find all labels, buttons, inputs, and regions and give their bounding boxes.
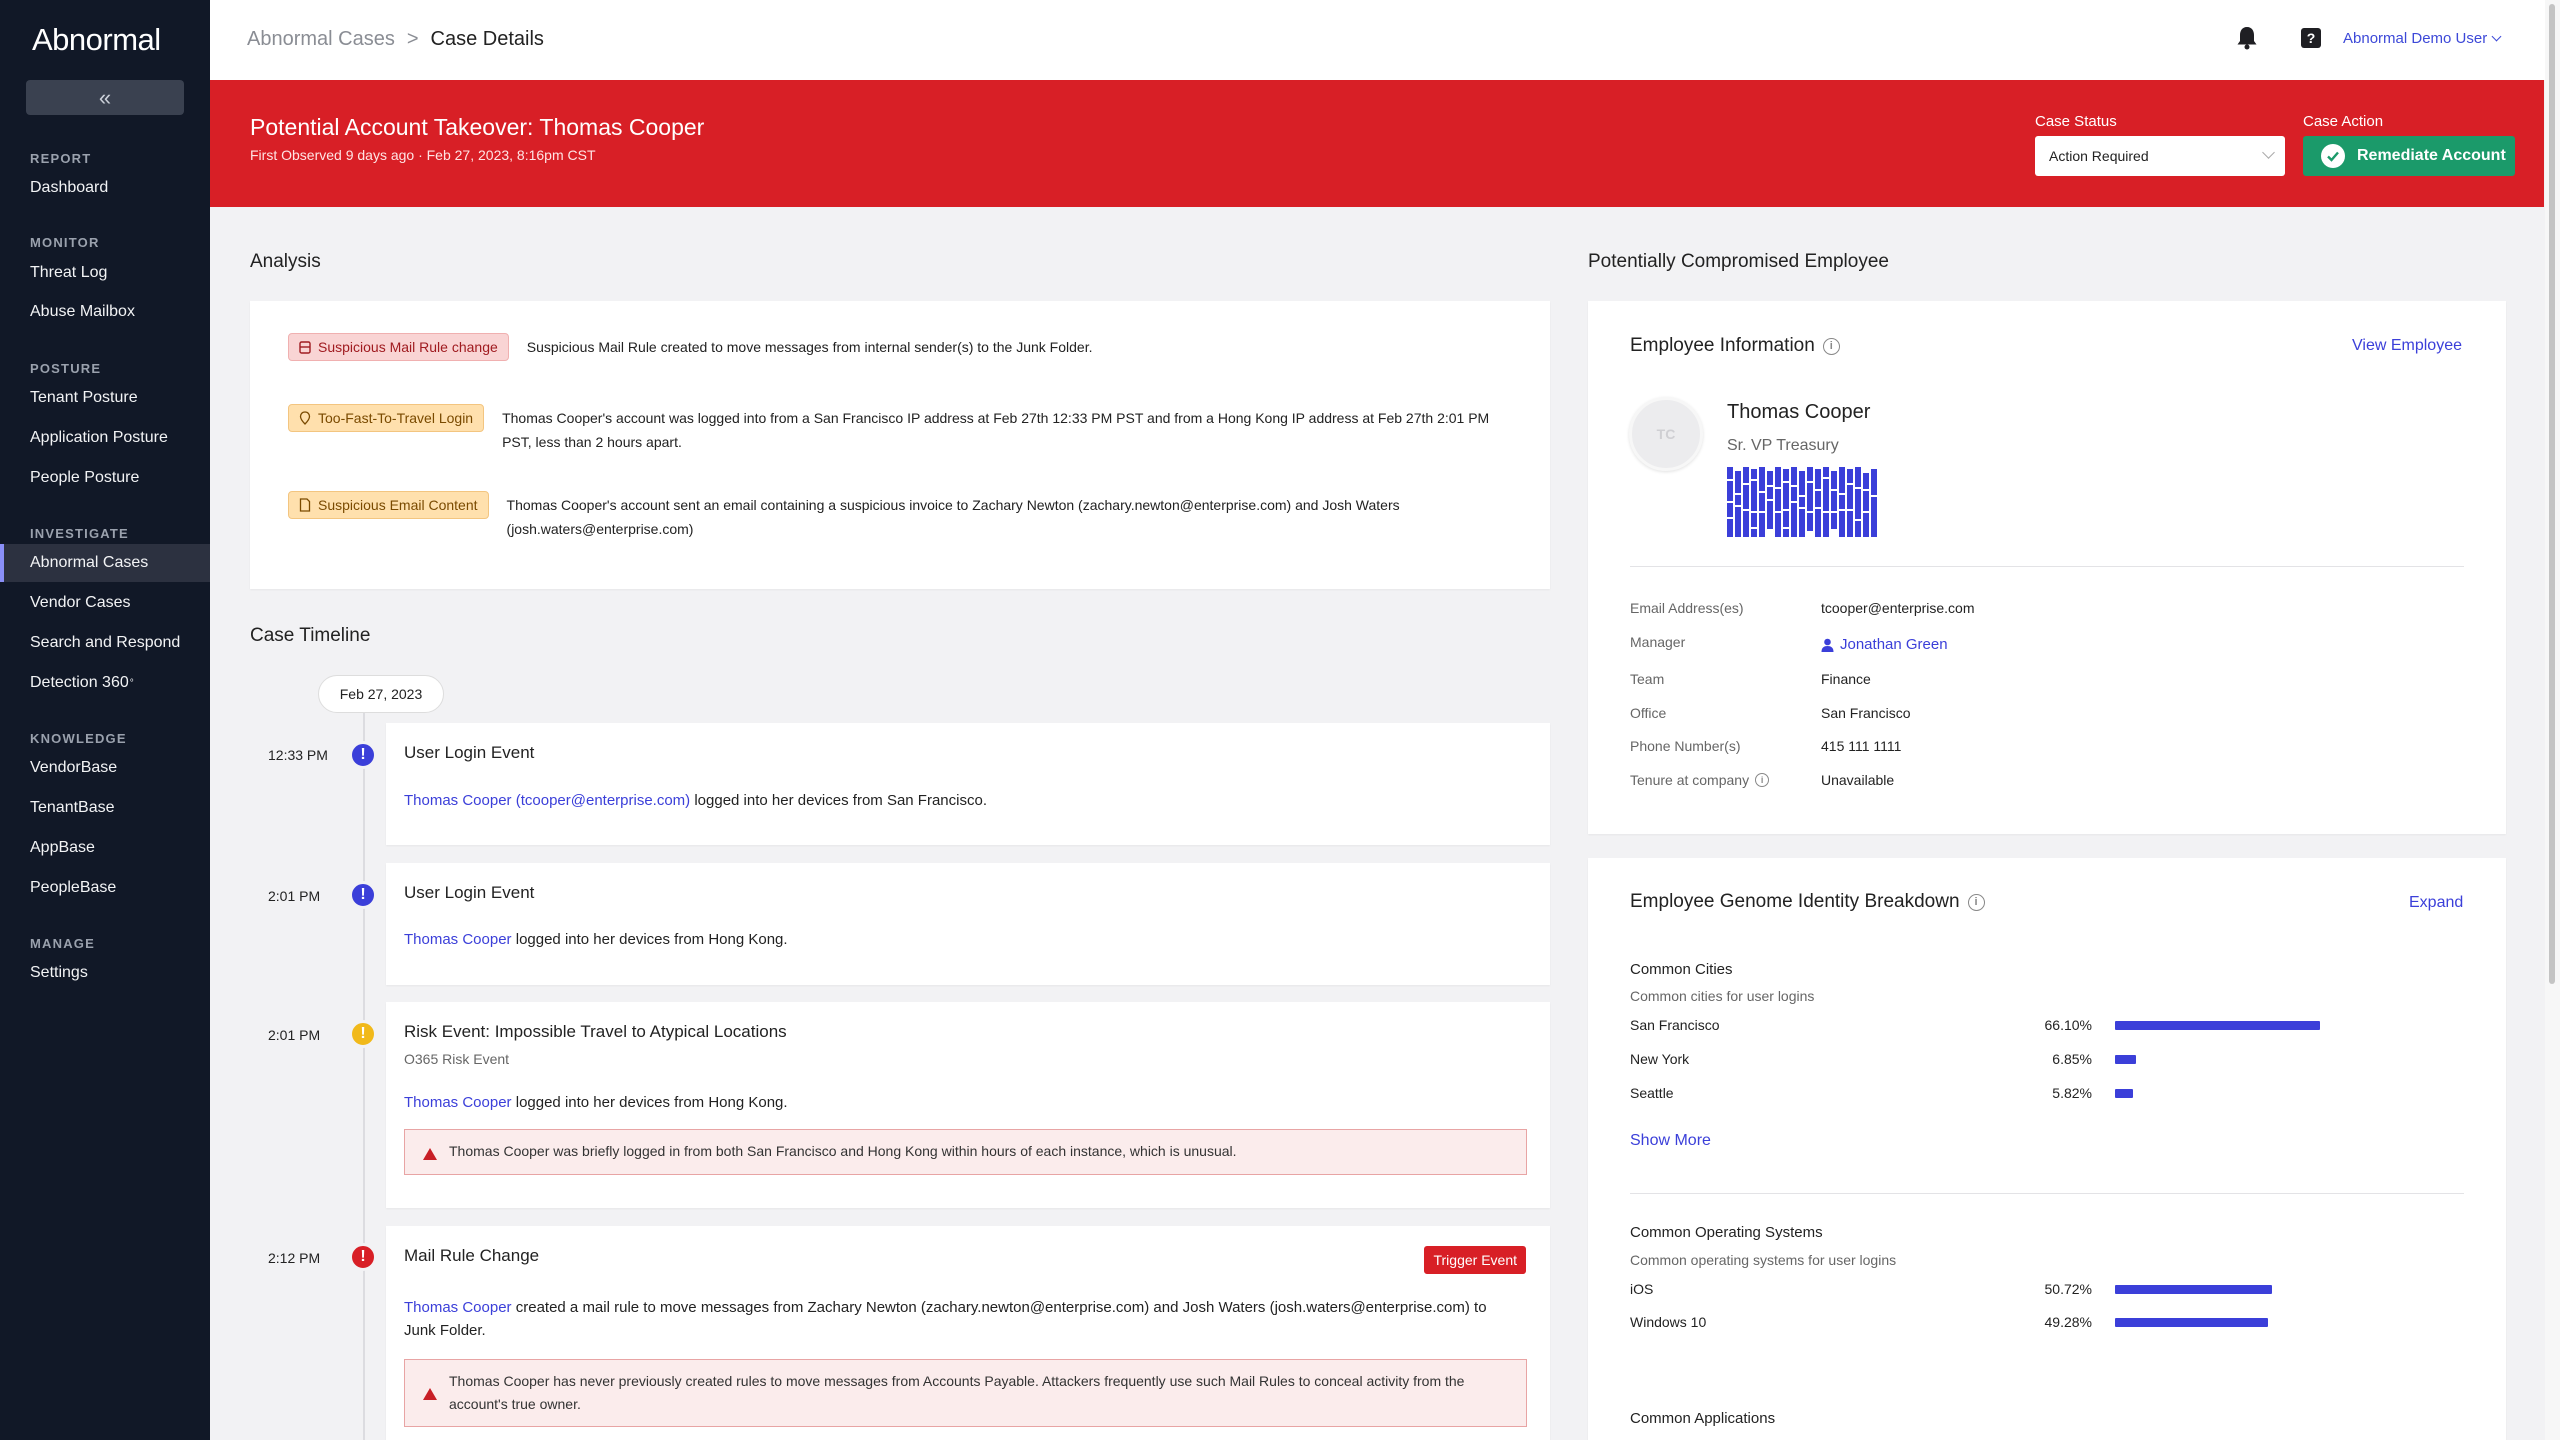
employee-office: San Francisco (1821, 705, 1911, 721)
event-time: 2:12 PM (268, 1250, 321, 1266)
case-action-label: Case Action (2303, 113, 2384, 130)
genome-title-label: Employee Genome Identity Breakdown (1630, 891, 1960, 912)
common-applications-title: Common Applications (1630, 1410, 1776, 1427)
employee-link[interactable]: Thomas Cooper (404, 931, 512, 948)
sidebar-item-tenant-posture[interactable]: Tenant Posture (30, 389, 138, 406)
employee-information-title (1630, 335, 1840, 357)
analysis-heading: Analysis (250, 251, 321, 272)
compromised-employee-heading: Potentially Compromised Employee (1588, 251, 1889, 272)
chevron-right-icon: > (406, 28, 419, 50)
document-icon (299, 498, 311, 512)
event-text (404, 1296, 1504, 1342)
event-title: Risk Event: Impossible Travel to Atypical Locations (404, 1022, 787, 1041)
case-status-value: Action Required (2049, 148, 2149, 164)
sidebar-item-people-posture[interactable]: People Posture (30, 469, 140, 486)
breakdown-bar (2115, 1089, 2133, 1098)
employee-role: Sr. VP Treasury (1727, 437, 1839, 454)
tenure-label-row (1630, 772, 1769, 788)
user-menu[interactable] (2343, 30, 2500, 47)
event-description: logged into her devices from Hong Kong. (511, 931, 788, 948)
breakdown-percent: 50.72% (2044, 1281, 2092, 1297)
timeline-line (363, 713, 365, 1440)
analysis-row (288, 333, 1508, 361)
breadcrumb-case-details: Case Details (430, 28, 544, 50)
genome-title (1630, 891, 1985, 913)
common-os-subtitle: Common operating systems for user logins (1630, 1252, 1897, 1268)
breakdown-label: iOS (1630, 1281, 1654, 1297)
analysis-text: Thomas Cooper's account sent an email containing a suspicious invoice to Zachary Newton (zachary.newton@enterprise.com) and Josh Waters (josh.waters@enterprise.com) (506, 497, 1400, 537)
employee-tenure: Unavailable (1821, 772, 1895, 788)
sidebar-item-abuse-mailbox[interactable]: Abuse Mailbox (30, 303, 135, 320)
double-chevron-left-icon: « (98, 84, 112, 110)
employee-name: Thomas Cooper (1727, 401, 1871, 423)
case-title: Potential Account Takeover: Thomas Cooper (250, 114, 705, 140)
person-icon (1821, 638, 1834, 652)
event-warning-box (404, 1129, 1527, 1175)
event-text (404, 789, 987, 812)
employee-phone: 415 111 1111 (1821, 738, 1902, 754)
event-text (404, 1091, 788, 1114)
breakdown-label: Seattle (1630, 1085, 1674, 1101)
nav-section-monitor: MONITOR (30, 235, 100, 250)
sidebar-item-settings[interactable]: Settings (30, 964, 88, 981)
divider (1630, 1193, 2464, 1194)
detection-360-label: Detection 360 (30, 674, 129, 691)
employee-email: tcooper@enterprise.com (1821, 600, 1975, 616)
detection-360-sup: ° (129, 677, 134, 689)
suspicious-mail-rule-tag[interactable] (288, 333, 509, 361)
breakdown-label: Windows 10 (1630, 1314, 1707, 1330)
analysis-row (288, 491, 1508, 541)
manager-name: Jonathan Green (1840, 636, 1948, 653)
nav-section-investigate: INVESTIGATE (30, 526, 129, 541)
breadcrumb-abnormal-cases[interactable]: Abnormal Cases (247, 28, 395, 50)
event-time: 12:33 PM (268, 747, 328, 763)
breakdown-percent: 49.28% (2044, 1314, 2092, 1330)
info-alert-icon: ! (349, 881, 377, 909)
show-more-link[interactable]: Show More (1630, 1132, 1711, 1149)
employee-link[interactable]: Thomas Cooper (404, 1094, 512, 1111)
breakdown-percent: 66.10% (2044, 1017, 2092, 1033)
timeline-date-pill: Feb 27, 2023 (318, 675, 444, 713)
breakdown-bar (2115, 1021, 2320, 1030)
bell-icon[interactable] (2236, 26, 2258, 50)
field-label: Tenure at company (1630, 772, 1750, 788)
event-title: User Login Event (404, 743, 535, 762)
breakdown-bar (2115, 1318, 2268, 1327)
event-time: 2:01 PM (268, 888, 321, 904)
case-status-select[interactable] (2035, 136, 2285, 176)
breakdown-label: San Francisco (1630, 1017, 1720, 1033)
tag-label: Too-Fast-To-Travel Login (318, 410, 474, 426)
timeline-event-card (386, 863, 1550, 985)
breakdown-bar (2115, 1285, 2272, 1294)
breakdown-percent: 6.85% (2052, 1051, 2092, 1067)
sidebar-item-vendor-cases[interactable]: Vendor Cases (30, 594, 131, 611)
timeline-event-card (386, 1226, 1550, 1440)
sidebar-item-threat-log[interactable]: Threat Log (30, 264, 108, 281)
employee-link[interactable]: Thomas Cooper (404, 1299, 512, 1316)
mailbox-icon (299, 341, 311, 354)
warning-triangle-icon (423, 1388, 437, 1400)
nav-section-manage: MANAGE (30, 936, 95, 951)
sidebar-item-abnormal-cases[interactable]: Abnormal Cases (0, 544, 210, 582)
analysis-text: Suspicious Mail Rule created to move messages from internal sender(s) to the Junk Folder. (526, 339, 1093, 355)
tag-label: Suspicious Email Content (318, 497, 478, 513)
user-name: Abnormal Demo User (2343, 30, 2488, 47)
employee-team: Finance (1821, 671, 1871, 687)
sidebar-item-appbase[interactable]: AppBase (30, 839, 95, 856)
breakdown-percent: 5.82% (2052, 1085, 2092, 1101)
field-label: Manager (1630, 634, 1686, 650)
nav-section-knowledge: KNOWLEDGE (30, 731, 127, 746)
nav-section-report: REPORT (30, 151, 92, 166)
trigger-event-badge[interactable]: Trigger Event (1424, 1246, 1526, 1274)
danger-alert-icon: ! (349, 1243, 377, 1271)
divider (1630, 566, 2464, 567)
field-label: Phone Number(s) (1630, 738, 1741, 754)
info-alert-icon: ! (349, 741, 377, 769)
too-fast-to-travel-tag[interactable] (288, 404, 484, 432)
field-label: Office (1630, 705, 1667, 721)
avatar: TC (1629, 397, 1703, 471)
breakdown-bar (2115, 1055, 2136, 1064)
common-cities-subtitle: Common cities for user logins (1630, 988, 1815, 1004)
event-warning-box (404, 1359, 1527, 1427)
location-pin-icon (299, 411, 311, 425)
abnormal-logo[interactable]: Abnormal (32, 22, 161, 57)
employee-information-label: Employee Information (1630, 335, 1815, 356)
timeline-event-card (386, 723, 1550, 845)
common-cities-title: Common Cities (1630, 961, 1733, 978)
event-title: Mail Rule Change (404, 1246, 540, 1265)
common-os-title: Common Operating Systems (1630, 1224, 1823, 1241)
event-description: logged into her devices from Hong Kong. (511, 1094, 788, 1111)
chevron-down-icon (2262, 146, 2275, 159)
warning-alert-icon: ! (349, 1020, 377, 1048)
event-description: logged into her devices from San Francisco. (690, 792, 987, 809)
warning-text: Thomas Cooper has never previously created rules to move messages from Accounts Payable. Attackers frequently use such Mail Rules to conceal activity from the account's true owner. (449, 1373, 1465, 1412)
info-icon[interactable]: i (1968, 894, 1985, 911)
manager-link[interactable] (1821, 636, 1948, 653)
genome-fingerprint-graphic (1727, 467, 1877, 537)
field-label: Team (1630, 671, 1665, 687)
info-icon[interactable]: i (1755, 773, 1769, 787)
field-label: Email Address(es) (1630, 600, 1744, 616)
timeline-event-card (386, 1002, 1550, 1208)
genome-breakdown-card (1588, 858, 2506, 1440)
expand-link[interactable]: Expand (2409, 894, 2464, 911)
view-employee-link[interactable]: View Employee (2352, 337, 2462, 354)
help-icon[interactable]: ? (2301, 28, 2321, 48)
case-status-label: Case Status (2035, 113, 2117, 130)
sidebar-item-tenantbase[interactable]: TenantBase (30, 799, 115, 816)
event-title: User Login Event (404, 883, 535, 902)
sidebar-item-search-and-respond[interactable]: Search and Respond (30, 634, 181, 651)
analysis-text: Thomas Cooper's account was logged into from a San Francisco IP address at Feb 27th 12:33 PM PST and from a Hong Kong IP address at Feb 27th 2:01 PM PST, less than 2 hours apart. (502, 410, 1490, 450)
warning-triangle-icon (423, 1148, 437, 1160)
analysis-card (250, 301, 1550, 589)
case-first-observed: First Observed 9 days ago · Feb 27, 2023, 8:16pm CST (250, 147, 596, 163)
remediate-account-button[interactable] (2303, 136, 2515, 176)
warning-text: Thomas Cooper was briefly logged in from both San Francisco and Hong Kong within hours of each instance, which is unusual. (449, 1143, 1237, 1159)
sidebar-item-detection-360[interactable] (0, 664, 210, 702)
event-text (404, 928, 788, 951)
scrollbar-thumb[interactable] (2549, 4, 2555, 984)
case-timeline-heading: Case Timeline (250, 625, 371, 646)
suspicious-email-content-tag[interactable] (288, 491, 489, 519)
case-header-banner (210, 80, 2544, 207)
top-bar (210, 0, 2550, 80)
check-shield-icon (2321, 144, 2345, 168)
info-icon[interactable]: i (1823, 338, 1840, 355)
employee-information-card (1588, 301, 2506, 834)
event-description: created a mail rule to move messages from Zachary Newton (zachary.newton@enterprise.com) and Josh Waters (josh.waters@enterprise.com) to Junk Folder. (404, 1299, 1487, 1339)
breadcrumb (247, 28, 544, 51)
sidebar-item-application-posture[interactable]: Application Posture (30, 429, 168, 446)
nav-section-posture: POSTURE (30, 361, 102, 376)
employee-link[interactable]: Thomas Cooper (tcooper@enterprise.com) (404, 792, 691, 809)
sidebar-item-vendorbase[interactable]: VendorBase (30, 759, 118, 776)
tag-label: Suspicious Mail Rule change (318, 339, 498, 355)
chevron-down-icon (2492, 32, 2502, 42)
event-time: 2:01 PM (268, 1027, 321, 1043)
breakdown-label: New York (1630, 1051, 1690, 1067)
remediate-account-label: Remediate Account (2357, 147, 2506, 164)
sidebar-item-dashboard[interactable]: Dashboard (30, 179, 109, 196)
sidebar-item-peoplebase[interactable]: PeopleBase (30, 879, 117, 896)
analysis-row (288, 404, 1508, 454)
collapse-sidebar-button[interactable] (26, 80, 184, 115)
sidebar (0, 0, 210, 1440)
event-subtitle: O365 Risk Event (404, 1051, 510, 1067)
page-scrollbar[interactable] (2545, 0, 2560, 1440)
